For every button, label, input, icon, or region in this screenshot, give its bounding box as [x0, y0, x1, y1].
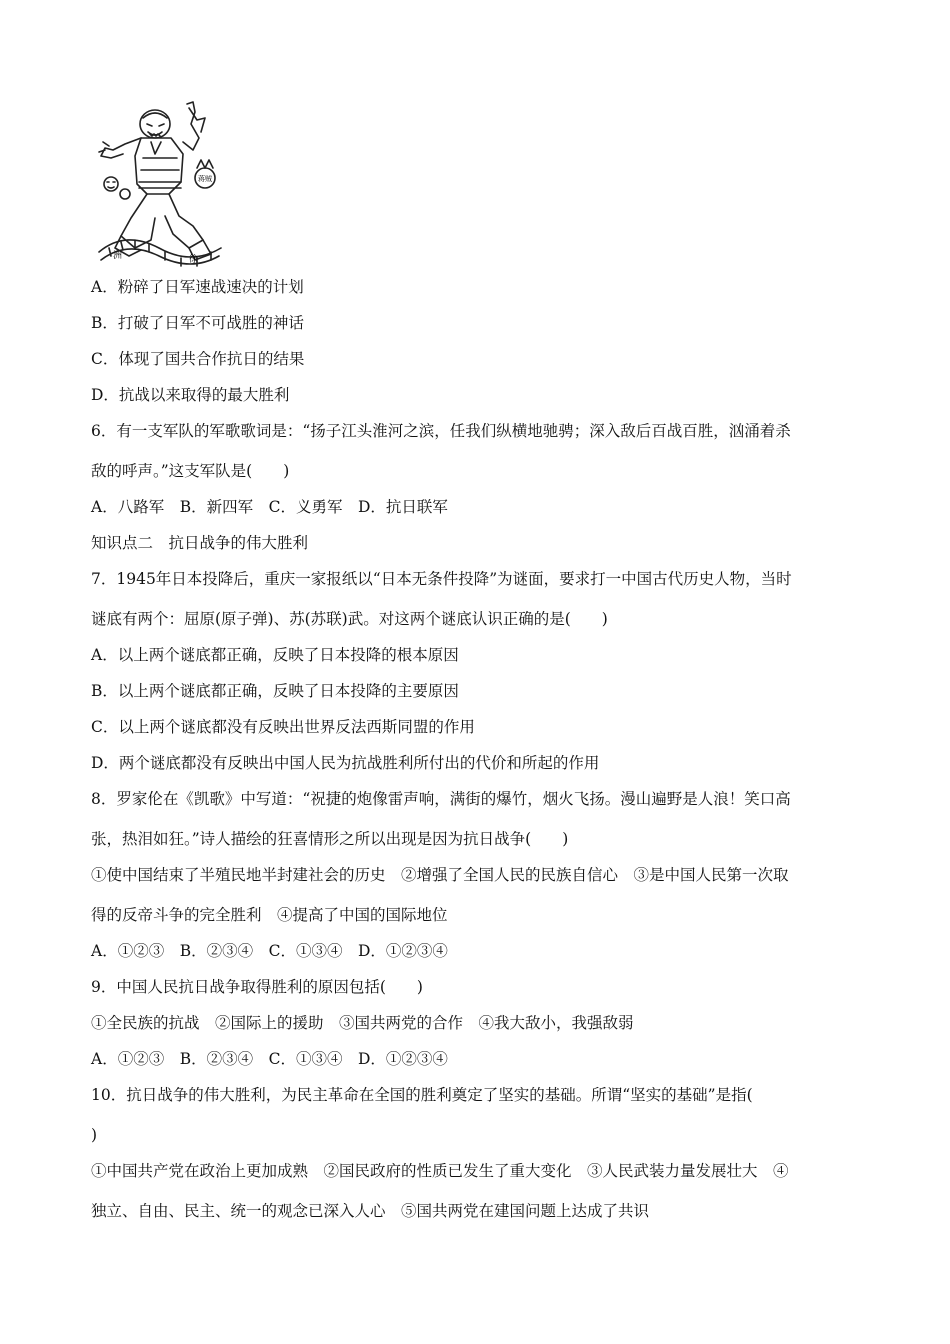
q6-stem-line2: 敌的呼声。”这支军队是( ) — [91, 462, 290, 480]
q7-option-a: A．以上两个谜底都正确，反映了日本投降的根本原因 — [91, 646, 459, 664]
q8-stem-line2: 张，热泪如狂。”诗人描绘的狂喜情形之所以出现是因为抗日战争( ) — [91, 830, 569, 848]
q6-stem-line1: 6．有一支军队的军歌歌词是：“扬子江头淮河之滨，任我们纵横地驰骋；深入敌后百战百胜，汹涌着杀 — [91, 422, 791, 440]
cartoon-label-left: 洲 — [113, 251, 123, 261]
section-title: 知识点二 抗日战争的伟大胜利 — [91, 534, 309, 552]
q8-options: A．①②③ B．②③④ C．①③④ D．①②③④ — [91, 942, 448, 960]
cartoon-illustration — [95, 98, 225, 270]
q10-stem-line1: 10．抗日战争的伟大胜利，为民主革命在全国的胜利奠定了坚实的基础。所谓“坚实的基础”是指( — [91, 1086, 753, 1104]
q7-option-c: C．以上两个谜底都没有反映出世界反法西斯同盟的作用 — [91, 718, 475, 736]
q5-option-a: A．粉碎了日军速战速决的计划 — [91, 278, 304, 296]
q5-option-b: B．打破了日军不可战胜的神话 — [91, 314, 304, 332]
q8-items-line2: 得的反帝斗争的完全胜利 ④提高了中国的国际地位 — [91, 906, 448, 924]
cartoon-badge-text: 蒋贼 — [198, 175, 212, 183]
q8-stem-line1: 8．罗家伦在《凯歌》中写道：“祝捷的炮像雷声响，满街的爆竹，烟火飞扬。漫山遍野是人浪！笑口高 — [91, 790, 791, 808]
q7-stem-line1: 7．1945年日本投降后，重庆一家报纸以“日本无条件投降”为谜面，要求打一中国古代历史人物，当时 — [91, 570, 792, 588]
q6-options: A．八路军 B．新四军 C．义勇军 D．抗日联军 — [91, 498, 448, 516]
q10-items-line1: ①中国共产党在政治上更加成熟 ②国民政府的性质已发生了重大变化 ③人民武装力量发展壮大 ④ — [91, 1162, 789, 1180]
q10-stem-line2: ) — [91, 1126, 98, 1144]
q10-items-line2: 独立、自由、民主、统一的观念已深入人心 ⑤国共两党在建国问题上达成了共识 — [91, 1202, 650, 1220]
q8-items-line1: ①使中国结束了半殖民地半封建社会的历史 ②增强了全国人民的民族自信心 ③是中国人民第一次取 — [91, 866, 789, 884]
q5-option-c: C．体现了国共合作抗日的结果 — [91, 350, 305, 368]
q9-options: A．①②③ B．②③④ C．①③④ D．①②③④ — [91, 1050, 448, 1068]
q9-stem: 9．中国人民抗日战争取得胜利的原因包括( ) — [91, 978, 423, 996]
q9-items: ①全民族的抗战 ②国际上的援助 ③国共两党的合作 ④我大敌小，我强敌弱 — [91, 1014, 634, 1032]
q7-option-b: B．以上两个谜底都正确，反映了日本投降的主要原因 — [91, 682, 459, 700]
q5-option-d: D．抗战以来取得的最大胜利 — [91, 386, 290, 404]
cartoon-label-right: 徐 — [189, 255, 199, 265]
q7-stem-line2: 谜底有两个：屈原(原子弹)、苏(苏联)武。对这两个谜底认识正确的是( ) — [91, 610, 608, 628]
q7-option-d: D．两个谜底都没有反映出中国人民为抗战胜利所付出的代价和所起的作用 — [91, 754, 600, 772]
